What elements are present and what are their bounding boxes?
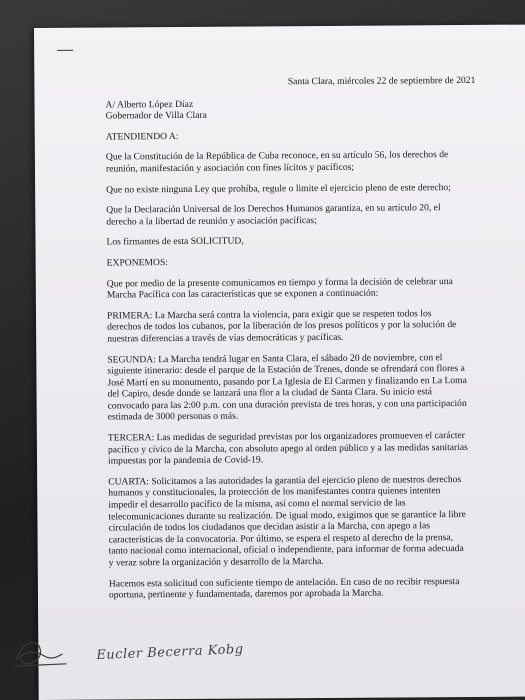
signature-scribble-icon [10,630,70,675]
paragraph-closing: Hacemos esta solicitud con suficiente tiempo de antelación. En caso de no recibir respuesta oportuna, pertinente y fundamentada, daremos por aprobada la Marcha. [108,575,460,601]
paragraph-segunda: SEGUNDA: La Marcha tendrá lugar en Santa Clara, el sábado 20 de noviembre, con el siguiente itinerario: desde el parque de la Estación de Trenes, donde se ofrendará con flores a José Martí en su monumento, pasando por La Iglesia de El Carmen y finalizando en La Loma del Capiro, desde donde se lanzará una flor a la ciudad de Santa Clara. Su inicio está convocado para las 2:00 p.m. con una duración prevista de tres horas, y con una participación estimada de 3000 personas o más. [107,351,467,423]
paper-sheet [34,25,525,700]
exponemos-heading: EXPONEMOS: [106,257,168,269]
atendiendo-heading: ATENDIENDO A: [105,130,179,143]
paragraph-tercera: TERCERA: Las medidas de seguridad previstas por los organizadores promueven el carácter pacífico y cívico de la Marcha, con absoluto apego al orden público y a las medidas sanitarias impuestas por la pandemia de Covid-19. [107,430,468,467]
letter-date: Santa Clara, miércoles 22 de septiembre de 2021 [287,74,476,88]
recipient-title: Gobernador de Villa Clara [105,109,207,122]
paragraph-ley: Que no existe ninguna Ley que prohíba, regule o limite el ejercicio pleno de este derecho; [106,181,451,196]
recipient-block [105,97,465,123]
recipient-name: A/ Alberto López Díaz [105,98,194,111]
paragraph-primera: PRIMERA: La Marcha será contra la violencia, para exigir que se respeten todos los derechos de todos los cubanos, por la liberación de los presos políticos y por la solución de nuestras diferencias a través de vías democráticas y pacíficas. [106,307,457,345]
top-dash-mark [57,50,73,51]
paragraph-declaracion: Que la Declaración Universal de los Derechos Humanos garantiza, en su artículo 20, el derecho a la libertad de reunión y asociación pacíficas; [106,202,441,228]
paragraph-constitucion: Que la Constitución de la República de Cuba reconoce, en su artículo 56, los derechos de reunión, manifestación y asociación con fines lícitos y pacíficos; [105,149,449,175]
paragraph-comunicamos: Que por medio de la presente comunicamos en tiempo y forma la decisión de celebrar una Marcha Pacífica con las características que se exponen a continuación: [106,275,453,301]
paragraph-firmantes: Los firmantes de esta SOLICITUD, [106,235,244,248]
signature-text: Eucler Becerra Kobg [96,641,244,664]
paragraph-cuarta: CUARTA: Solicitamos a las autoridades la garantía del ejercicio pleno de nuestros derechos humanos y constitucionales, la protección de los manifestantes contra quienes intenten impedir el desarrollo pacífico de la misma, así como el normal servicio de las telecomunicaciones durante su realización. De igual modo, exigimos que se garantice la libre circulación de todos los ciudadanos que decidan asistir a la Marcha, con apego a las características de la convocatoria. Por último, se espera el respeto al derecho de la prensa, tanto nacional como internacional, oficial o independiente, para informar de forma adecuada y veraz sobre la organización y desarrollo de la Marcha. [108,473,466,569]
signature-area [38,622,338,674]
letter-body [105,74,476,601]
